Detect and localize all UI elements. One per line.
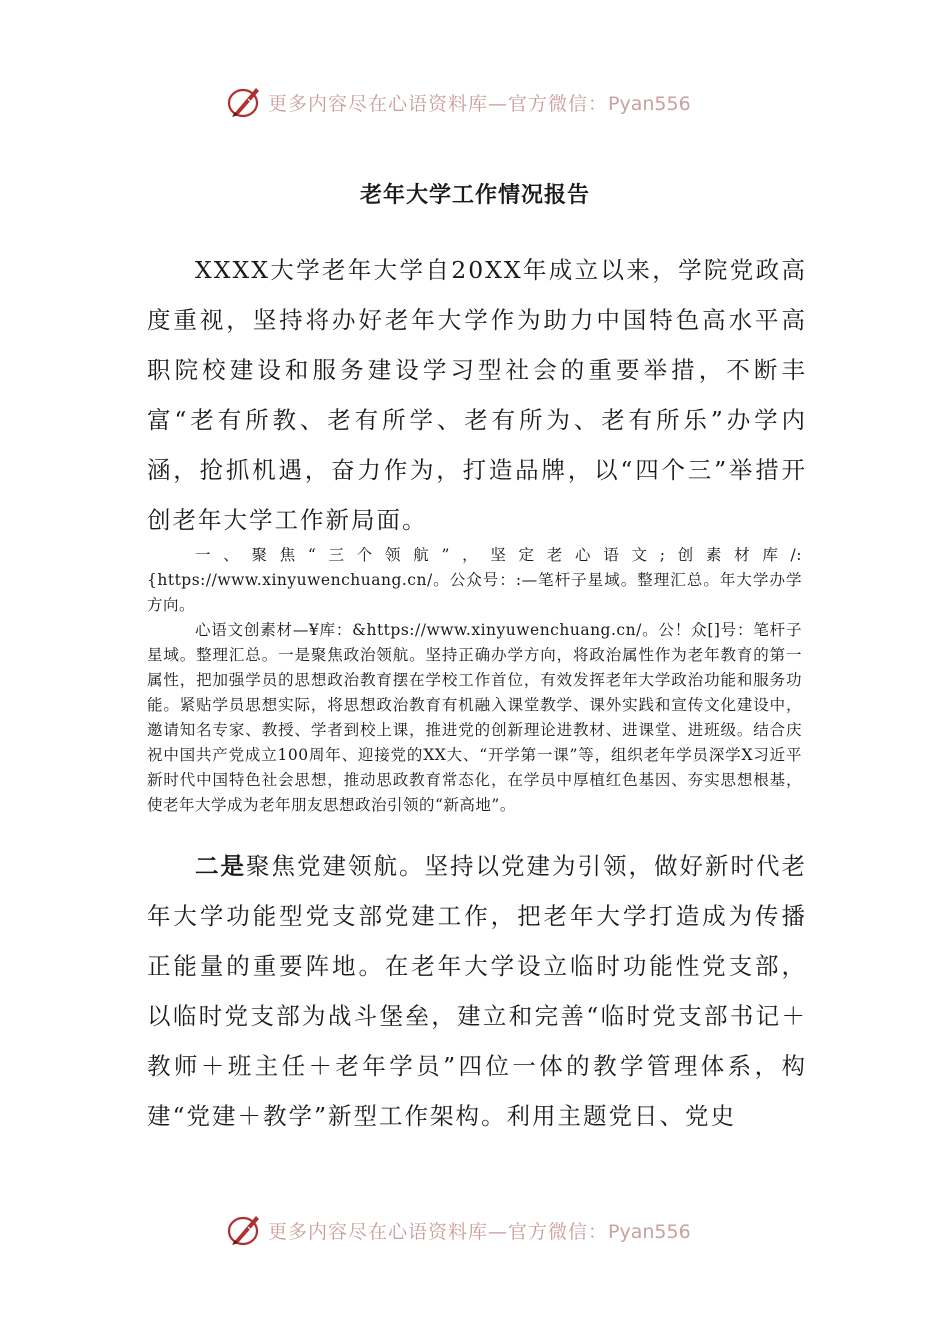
banner-text: 更多内容尽在心语资料库—官方微信：Pyan556 [268,93,691,115]
banner-text: 更多内容尽在心语资料库—官方微信：Pyan556 [268,1221,691,1243]
header-banner [0,82,950,122]
section2-paragraph [147,841,807,1141]
page-title: 老年大学工作情况报告 [359,183,590,208]
footer-banner [0,1210,950,1250]
section1-heading: 一、聚焦“三个领航”，坚定老心语文;创素材库/:{https://www.xinyuwenchuang.cn/。公众号：:—笔杆子星域。整理汇总。年大学办学方向。 [147,546,802,614]
quill-pen-logo-icon [226,1212,264,1248]
section2-lead: 二是 [195,852,246,880]
wechat-id: Pyan556 [608,1221,691,1243]
quill-pen-logo-icon [226,84,264,120]
section2-body: 聚焦党建领航。坚持以党建为引领，做好新时代老年大学功能型党支部党建工作，把老年大学打造成为传播正能量的重要阵地。在老年大学设立临时功能性党支部，以临时党支部为战斗堡垒，建立和完善“临时党支部书记＋教师＋班主任＋老年学员”四位一体的教学管理体系，构建“党建＋教学”新型工作架构。利用主题党日、党史 [147,852,807,1130]
section1-body: 心语文创素材—¥库：&https://www.xinyuwenchuang.cn/。公！众[]号：笔杆子星域。整理汇总。一是聚焦政治领航。坚持正确办学方向，将政治属性作为老年教育的第一属性，把加强学员的思想政治教育摆在学校工作首位，有效发挥老年大学政治功能和服务功能。紧贴学员思想实际，将思想政治教育有机融入课堂教学、课外实践和宣传文化建设中，邀请知名专家、教授、学者到校上课，推进党的创新理论进教材、进课堂、进班级。结合庆祝中国共产党成立100周年、迎接党的XX大、“开学第一课”等，组织老年学员深学X习近平新时代中国特色社会思想，推动思政教育常态化，在学员中厚植红色基因、夯实思想根基，使老年大学成为老年朋友思想政治引领的“新高地”。 [147,621,802,814]
intro-paragraph: XXXX大学老年大学自20XX年成立以来，学院党政高度重视，坚持将办好老年大学作为助力中国特色高水平高职院校建设和服务建设学习型社会的重要举措，不断丰富“老有所教、老有所学、老有所为、老有所乐”办学内涵，抢抓机遇，奋力作为，打造品牌，以“四个三”举措开创老年大学工作新局面。 [147,256,807,534]
wechat-id: Pyan556 [608,93,691,115]
